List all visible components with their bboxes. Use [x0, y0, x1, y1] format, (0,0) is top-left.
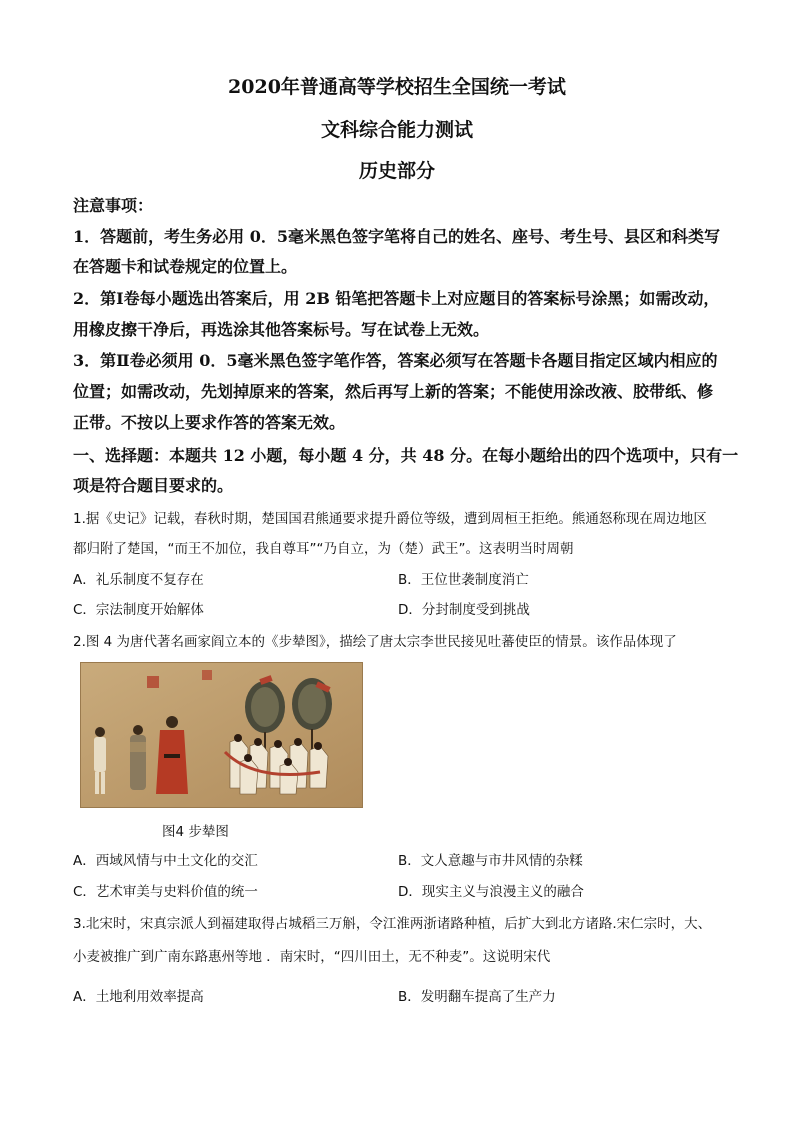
- question-1-text: 都归附了楚国，“而王不加位，我自尊耳”“乃自立，为（楚）武王”。这表明当时周朝: [73, 541, 574, 557]
- part-title: 历史部分: [358, 160, 435, 182]
- subject-title: 文科综合能力测试: [320, 119, 473, 141]
- question-3-option-b: B．发明翻车提高了生产力: [398, 989, 556, 1005]
- question-2-option-c: C．艺术审美与史料价值的统一: [73, 884, 258, 900]
- notice-line: 正带。不按以上要求作答的答案无效。: [73, 413, 346, 432]
- exam-title: 2020年普通高等学校招生全国统一考试: [228, 76, 566, 98]
- figure-caption: 图4 步辇图: [162, 824, 229, 840]
- question-2-option-d: D．现实主义与浪漫主义的融合: [398, 884, 584, 900]
- question-2-text: 2.图 4 为唐代著名画家阎立本的《步辇图》，描绘了唐太宗李世民接见吐蕃使臣的情景。该作品体现了: [73, 634, 677, 650]
- question-2-option-a: A．西域风情与中土文化的交汇: [73, 853, 258, 869]
- question-1-text: 1.据《史记》记载，春秋时期，楚国国君熊通要求提升爵位等级，遭到周桓王拒绝。熊通怒称现在周边地区: [73, 511, 707, 527]
- section-heading: 一、选择题：本题共 12 小题，每小题 4 分，共 48 分。在每小题给出的四个选项中，只有一: [73, 446, 739, 465]
- notice-line: 在答题卡和试卷规定的位置上。: [73, 257, 298, 276]
- notice-line: 1．答题前，考生务必用 0．5毫米黑色签字笔将自己的姓名、座号、考生号、县区和科类写: [73, 227, 720, 246]
- bunian-painting-image: [80, 662, 363, 808]
- notice-line: 用橡皮擦干净后，再选涂其他答案标号。写在试卷上无效。: [73, 320, 490, 339]
- notice-heading: 注意事项：: [73, 196, 154, 215]
- question-3-text: 小麦被推广到广南东路惠州等地 ．南宋时，“四川田土，无不种麦”。这说明宋代: [73, 949, 551, 965]
- question-2-option-b: B．文人意趣与市井风情的杂糅: [398, 853, 583, 869]
- question-3-text: 3.北宋时，宋真宗派人到福建取得占城稻三万斛，令江淮两浙诸路种植，后扩大到北方诸路.宋仁宗时，大、: [73, 916, 712, 932]
- question-1-option-a: A．礼乐制度不复存在: [73, 572, 204, 588]
- question-1-option-c: C．宗法制度开始解体: [73, 602, 204, 618]
- question-1-option-b: B．王位世袭制度消亡: [398, 572, 529, 588]
- notice-line: 2．第Ⅰ卷每小题选出答案后，用 2B 铅笔把答题卡上对应题目的答案标号涂黑；如需改动，: [73, 289, 720, 308]
- notice-line: 3．第Ⅱ卷必须用 0．5毫米黑色签字笔作答，答案必须写在答题卡各题目指定区域内相应的: [73, 351, 718, 370]
- notice-line: 位置；如需改动，先划掉原来的答案，然后再写上新的答案；不能使用涂改液、胶带纸、修: [73, 382, 714, 401]
- question-1-option-d: D．分封制度受到挑战: [398, 602, 530, 618]
- question-3-option-a: A．土地利用效率提高: [73, 989, 204, 1005]
- section-heading: 项是符合题目要求的。: [73, 476, 234, 495]
